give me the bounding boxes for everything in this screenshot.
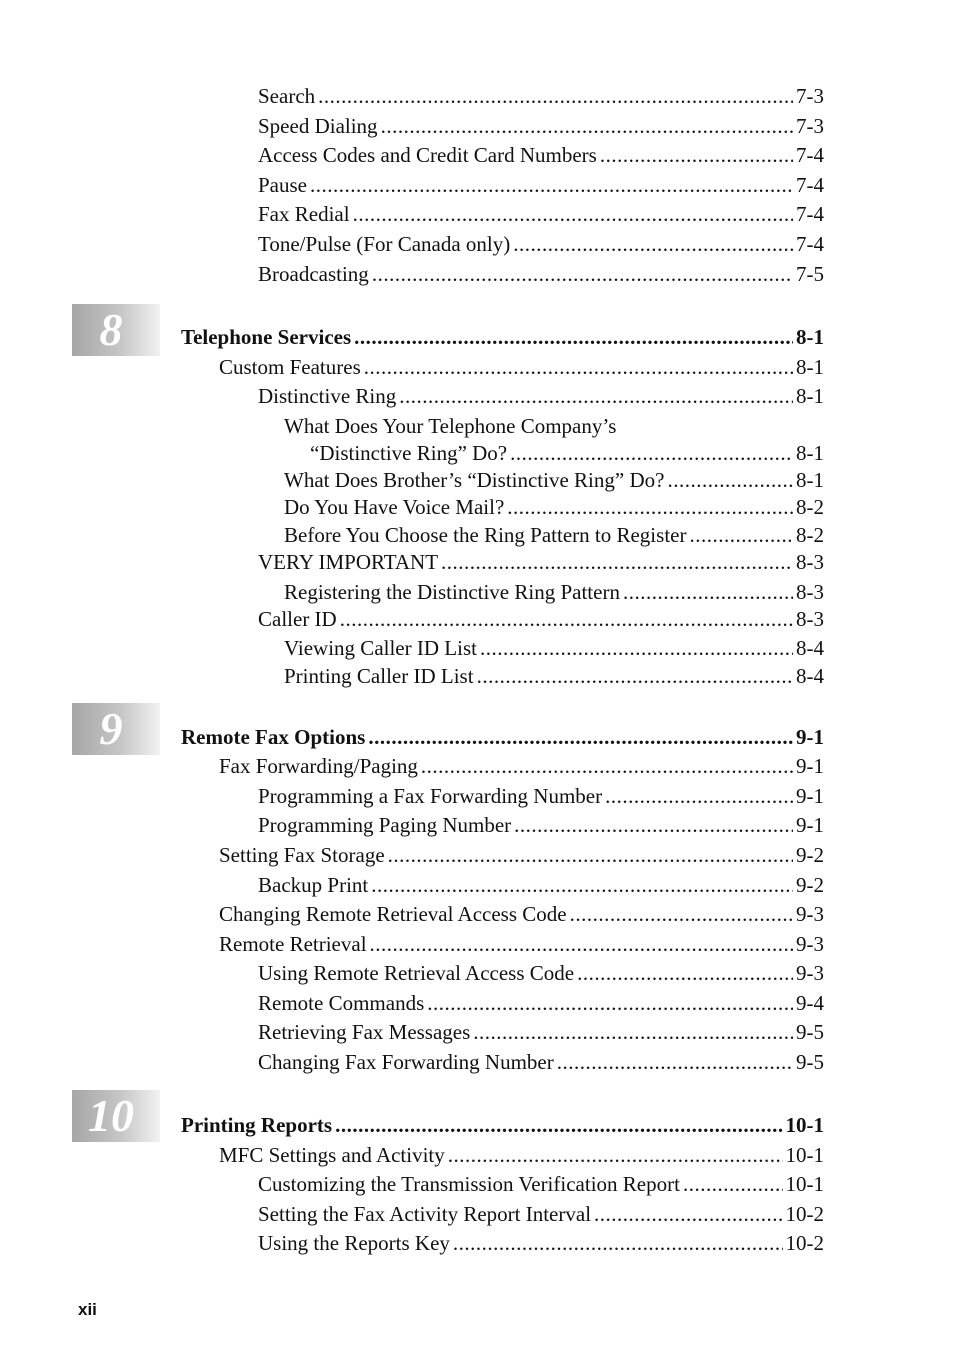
toc-entry-title: Before You Choose the Ring Pattern to Register bbox=[284, 523, 687, 547]
dot-leader bbox=[310, 172, 793, 198]
toc-entry[interactable] bbox=[284, 635, 824, 661]
toc-entry-title: Do You Have Voice Mail? bbox=[284, 495, 505, 519]
dot-leader bbox=[318, 83, 793, 109]
toc-entry-title: Programming Paging Number bbox=[258, 813, 512, 837]
toc-entry[interactable] bbox=[219, 753, 824, 779]
toc-entry-title: Remote Fax Options bbox=[181, 725, 366, 749]
dot-leader bbox=[399, 383, 793, 409]
toc-entry-page: 7-4 bbox=[796, 173, 824, 197]
toc-entry-title: Broadcasting bbox=[258, 262, 369, 286]
dot-leader bbox=[477, 663, 793, 689]
toc-entry-title: Telephone Services bbox=[181, 325, 352, 349]
toc-entry-page: 8-1 bbox=[796, 441, 824, 465]
toc-entry-page: 9-5 bbox=[796, 1020, 824, 1044]
chapter-number: 9 bbox=[99, 703, 123, 754]
dot-leader bbox=[372, 261, 793, 287]
toc-entry-page: 7-4 bbox=[796, 143, 824, 167]
toc-entry[interactable] bbox=[284, 663, 824, 689]
toc-entry-title: Changing Fax Forwarding Number bbox=[258, 1050, 554, 1074]
toc-entry-page: 9-3 bbox=[796, 961, 824, 985]
toc-entry-line1[interactable] bbox=[284, 413, 616, 439]
toc-entry-title: Custom Features bbox=[219, 355, 361, 379]
toc-entry-page: 8-4 bbox=[796, 664, 824, 688]
toc-entry-title: Caller ID bbox=[258, 607, 337, 631]
toc-entry-title: Distinctive Ring bbox=[258, 384, 397, 408]
toc-entry-page: 9-4 bbox=[796, 991, 824, 1015]
dot-leader bbox=[421, 753, 793, 779]
dot-leader bbox=[513, 231, 793, 257]
toc-entry-title: MFC Settings and Activity bbox=[219, 1143, 445, 1167]
toc-entry-title: What Does Your Telephone Company’s bbox=[284, 414, 617, 438]
toc-entry[interactable] bbox=[284, 494, 824, 520]
toc-entry[interactable] bbox=[258, 812, 824, 838]
footer-page-number: xii bbox=[78, 1300, 97, 1319]
toc-entry-title: Using the Reports Key bbox=[258, 1231, 450, 1255]
toc-entry-title: Retrieving Fax Messages bbox=[258, 1020, 471, 1044]
toc-entry-title: Customizing the Transmission Verification Report bbox=[258, 1172, 680, 1196]
toc-entry-title: Fax Forwarding/Paging bbox=[219, 754, 418, 778]
toc-entry[interactable] bbox=[284, 579, 824, 605]
chapter-tab-10 bbox=[72, 1090, 160, 1142]
toc-entry-title: Changing Remote Retrieval Access Code bbox=[219, 902, 567, 926]
toc-entry[interactable] bbox=[258, 872, 824, 898]
dot-leader bbox=[370, 931, 793, 957]
toc-entry-page: 7-4 bbox=[796, 232, 824, 256]
toc-entry-page: 9-1 bbox=[796, 754, 824, 778]
toc-entry-title: Programming a Fax Forwarding Number bbox=[258, 784, 603, 808]
toc-entry-page: 8-1 bbox=[796, 355, 824, 379]
toc-chapter-entry[interactable] bbox=[181, 324, 824, 350]
dot-leader bbox=[623, 579, 793, 605]
toc-entry-page: 9-1 bbox=[796, 725, 824, 749]
toc-entry[interactable] bbox=[258, 549, 824, 575]
toc-entry-page: 8-4 bbox=[796, 636, 824, 660]
dot-leader bbox=[441, 549, 793, 575]
toc-entry-title: Printing Reports bbox=[181, 1113, 333, 1137]
toc-entry-page: 10-2 bbox=[785, 1202, 824, 1226]
toc-entry-page: 9-1 bbox=[796, 813, 824, 837]
toc-entry[interactable] bbox=[258, 172, 824, 198]
dot-leader bbox=[335, 1112, 782, 1138]
toc-entry[interactable] bbox=[284, 522, 824, 548]
toc-entry-page: 8-3 bbox=[796, 580, 824, 604]
toc-entry-page: 7-3 bbox=[796, 114, 824, 138]
toc-entry-title: Backup Print bbox=[258, 873, 369, 897]
toc-entry-title: Speed Dialing bbox=[258, 114, 378, 138]
dot-leader bbox=[381, 113, 793, 139]
toc-entry[interactable] bbox=[258, 1230, 824, 1256]
toc-entry[interactable] bbox=[258, 1201, 824, 1227]
toc-entry[interactable] bbox=[258, 383, 824, 409]
toc-entry[interactable] bbox=[258, 960, 824, 986]
toc-entry-title: Registering the Distinctive Ring Pattern bbox=[284, 580, 620, 604]
toc-entry[interactable] bbox=[258, 606, 824, 632]
toc-entry[interactable] bbox=[258, 83, 824, 109]
toc-entry-title: Remote Retrieval bbox=[219, 932, 367, 956]
toc-entry-page: 8-1 bbox=[796, 384, 824, 408]
dot-leader bbox=[667, 467, 793, 493]
toc-entry-page: 9-2 bbox=[796, 843, 824, 867]
toc-entry-title: Printing Caller ID List bbox=[284, 664, 474, 688]
toc-entry[interactable] bbox=[258, 231, 824, 257]
toc-entry[interactable] bbox=[310, 440, 824, 466]
toc-entry-page: 9-3 bbox=[796, 902, 824, 926]
toc-entry-title: Search bbox=[258, 84, 316, 108]
toc-entry-page: 10-1 bbox=[785, 1172, 824, 1196]
dot-leader bbox=[371, 872, 793, 898]
dot-leader bbox=[557, 1049, 793, 1075]
dot-leader bbox=[427, 990, 793, 1016]
chapter-tab-9 bbox=[72, 703, 160, 755]
toc-entry[interactable] bbox=[284, 467, 824, 493]
toc-entry-page: 9-1 bbox=[796, 784, 824, 808]
dot-leader bbox=[354, 324, 793, 350]
toc-entry[interactable] bbox=[258, 142, 824, 168]
toc-entry[interactable] bbox=[258, 1049, 824, 1075]
toc-entry-title: Viewing Caller ID List bbox=[284, 636, 477, 660]
dot-leader bbox=[605, 783, 793, 809]
toc-entry-title: What Does Brother’s “Distinctive Ring” Do? bbox=[284, 468, 665, 492]
toc-entry[interactable] bbox=[258, 990, 824, 1016]
dot-leader bbox=[340, 606, 793, 632]
toc-entry-page: 9-2 bbox=[796, 873, 824, 897]
dot-leader bbox=[353, 201, 793, 227]
dot-leader bbox=[448, 1142, 783, 1168]
toc-entry[interactable] bbox=[219, 354, 824, 380]
dot-leader bbox=[600, 142, 793, 168]
toc-entry[interactable] bbox=[219, 1142, 824, 1168]
toc-entry[interactable] bbox=[219, 901, 824, 927]
dot-leader bbox=[570, 901, 793, 927]
toc-entry-page: 8-2 bbox=[796, 523, 824, 547]
toc-entry-title: VERY IMPORTANT bbox=[258, 550, 439, 574]
dot-leader bbox=[473, 1019, 793, 1045]
toc-entry-page: 10-1 bbox=[785, 1113, 824, 1137]
dot-leader bbox=[453, 1230, 783, 1256]
chapter-number: 8 bbox=[99, 304, 123, 355]
toc-chapter-entry[interactable] bbox=[181, 724, 824, 750]
toc-entry-page: 8-3 bbox=[796, 607, 824, 631]
toc-entry-page: 7-3 bbox=[796, 84, 824, 108]
toc-entry[interactable] bbox=[258, 1171, 824, 1197]
dot-leader bbox=[388, 842, 793, 868]
toc-entry[interactable] bbox=[258, 1019, 824, 1045]
dot-leader bbox=[480, 635, 793, 661]
toc-entry-title: Fax Redial bbox=[258, 202, 350, 226]
toc-entry[interactable] bbox=[258, 783, 824, 809]
toc-entry-page: 8-2 bbox=[796, 495, 824, 519]
dot-leader bbox=[514, 812, 793, 838]
toc-entry-title: Tone/Pulse (For Canada only) bbox=[258, 232, 511, 256]
toc-chapter-entry[interactable] bbox=[181, 1112, 824, 1138]
toc-entry[interactable] bbox=[219, 842, 824, 868]
dot-leader bbox=[683, 1171, 783, 1197]
toc-entry[interactable] bbox=[219, 931, 824, 957]
toc-entry-title: Pause bbox=[258, 173, 307, 197]
toc-entry-title: Using Remote Retrieval Access Code bbox=[258, 961, 575, 985]
chapter-number: 10 bbox=[88, 1090, 134, 1141]
toc-entry[interactable] bbox=[258, 261, 824, 287]
dot-leader bbox=[364, 354, 793, 380]
toc-entry[interactable] bbox=[258, 113, 824, 139]
toc-entry-page: 7-4 bbox=[796, 202, 824, 226]
toc-entry-page: 8-3 bbox=[796, 550, 824, 574]
toc-entry-title: Setting Fax Storage bbox=[219, 843, 385, 867]
toc-entry-title: Setting the Fax Activity Report Interval bbox=[258, 1202, 592, 1226]
toc-entry-title: Access Codes and Credit Card Numbers bbox=[258, 143, 597, 167]
toc-entry-page: 8-1 bbox=[796, 468, 824, 492]
toc-entry-page: 9-5 bbox=[796, 1050, 824, 1074]
toc-entry-title-continued: “Distinctive Ring” Do? bbox=[310, 441, 508, 465]
chapter-tab-8 bbox=[72, 304, 160, 356]
dot-leader bbox=[510, 440, 793, 466]
toc-entry[interactable] bbox=[258, 201, 824, 227]
dot-leader bbox=[689, 522, 793, 548]
toc-entry-page: 8-1 bbox=[796, 325, 824, 349]
toc-entry-title: Remote Commands bbox=[258, 991, 425, 1015]
toc-entry-page: 7-5 bbox=[796, 262, 824, 286]
dot-leader bbox=[368, 724, 793, 750]
toc-entry-page: 10-1 bbox=[785, 1143, 824, 1167]
dot-leader bbox=[507, 494, 793, 520]
dot-leader bbox=[594, 1201, 782, 1227]
dot-leader bbox=[577, 960, 793, 986]
toc-entry-page: 9-3 bbox=[796, 932, 824, 956]
toc-entry-page: 10-2 bbox=[785, 1231, 824, 1255]
